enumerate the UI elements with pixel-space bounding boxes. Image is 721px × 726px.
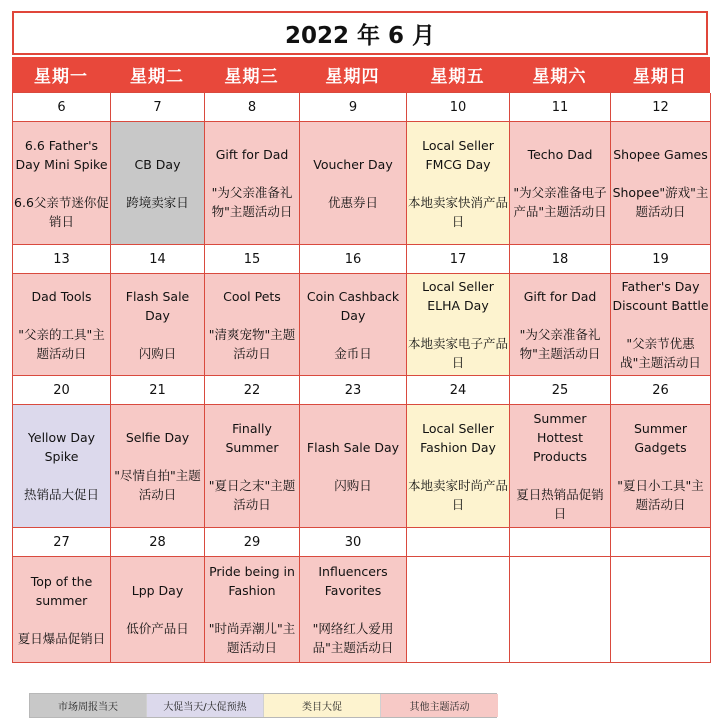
event-cell [205, 557, 300, 663]
weekday-label: 星期五 [430, 67, 485, 87]
event-cell [510, 557, 611, 663]
date-cell: 18 [510, 245, 611, 274]
date-cell: 8 [205, 93, 300, 122]
event-title-en: Selfie Day [125, 430, 190, 445]
date-cell: 22 [205, 376, 300, 405]
event-title-zh: 闪购日 [334, 477, 372, 493]
event-cell [510, 122, 611, 245]
event-title-en: Father's Day Discount Battle [612, 279, 709, 313]
weekday-label: 星期一 [34, 67, 88, 87]
legend-item: 其他主题活动 [381, 694, 498, 717]
event-cell [111, 274, 205, 376]
event-title-en: Local Seller Fashion Day [420, 420, 496, 455]
weekday-label: 星期四 [325, 67, 380, 87]
date-cell: 30 [300, 528, 407, 557]
event-cell [510, 405, 611, 528]
event-title-en: Flash Sale Day [125, 288, 190, 323]
event-title-zh: "清爽宠物"主题活动日 [208, 326, 296, 361]
date-cell: 20 [13, 376, 111, 405]
date-cell: 26 [611, 376, 711, 405]
date-cell: 16 [300, 245, 407, 274]
event-title-zh: "为父亲准备礼物"主题活动日 [211, 185, 293, 219]
date-cell: 28 [111, 528, 205, 557]
date-cell: 21 [111, 376, 205, 405]
event-title-en: Cool Pets [223, 288, 281, 304]
event-title-zh: 6.6父亲节迷你促销日 [14, 194, 109, 229]
event-title-en: Coin Cashback Day [306, 288, 400, 323]
event-title-zh: 优惠券日 [327, 194, 378, 210]
event-title-zh: "网络红人爱用品"主题活动日 [312, 621, 394, 655]
date-cell: 6 [13, 93, 111, 122]
event-title-zh: 夏日爆品促销日 [17, 630, 106, 646]
event-cell [407, 405, 510, 528]
event-title-en: Local Seller ELHA Day [422, 279, 494, 313]
date-cell: 27 [13, 528, 111, 557]
event-title-en: Dad Tools [31, 288, 92, 304]
calendar [12, 57, 710, 663]
event-title-zh: "时尚弄潮儿"主题活动日 [208, 621, 296, 655]
calendar-title: 2022 年 6 月 [12, 11, 708, 55]
legend-item: 类目大促 [264, 694, 381, 717]
event-title-en: Finally Summer [225, 420, 279, 455]
date-cell [407, 528, 510, 557]
event-title-en: Gift for Dad [215, 147, 289, 162]
weekday-label: 星期二 [130, 67, 184, 87]
event-cell [300, 274, 407, 376]
legend-item: 大促当天/大促预热 [147, 694, 264, 717]
date-cell: 12 [611, 93, 711, 122]
event-title-en: Voucher Day [313, 156, 393, 172]
event-cell [407, 274, 510, 376]
legend [29, 693, 497, 718]
date-cell: 25 [510, 376, 611, 405]
date-cell: 24 [407, 376, 510, 405]
event-title-en: Flash Sale Day [306, 439, 400, 455]
event-cell [611, 274, 711, 376]
date-cell: 29 [205, 528, 300, 557]
event-title-zh: "尽情自拍"主题活动日 [114, 468, 201, 502]
weekday-label: 星期日 [633, 67, 687, 87]
event-cell [611, 405, 711, 528]
event-cell [510, 274, 611, 376]
event-cell [111, 405, 205, 528]
date-cell: 13 [13, 245, 111, 274]
date-cell: 9 [300, 93, 407, 122]
event-title-zh: 热销品大促日 [23, 487, 99, 502]
event-title-en: Top of the summer [30, 573, 93, 608]
event-cell [13, 122, 111, 245]
date-cell: 7 [111, 93, 205, 122]
event-title-en: Pride being in Fashion [209, 564, 295, 598]
event-title-en: Yellow Day Spike [27, 430, 96, 464]
event-cell [205, 274, 300, 376]
event-title-en: Lpp Day [131, 583, 184, 598]
event-title-en: Local Seller FMCG Day [422, 137, 494, 172]
event-title-zh: 金币日 [334, 345, 372, 361]
event-title-zh: 本地卖家快消产品日 [408, 194, 509, 229]
event-title-zh: 本地卖家时尚产品日 [408, 477, 509, 512]
date-cell: 17 [407, 245, 510, 274]
event-cell [111, 122, 205, 245]
event-title-zh: "为父亲准备电子产品"主题活动日 [513, 185, 607, 219]
event-title-zh: 本地卖家电子产品日 [408, 336, 509, 370]
event-title-en: Summer Hottest Products [533, 411, 587, 464]
date-cell [510, 528, 611, 557]
event-title-en: Influencers Favorites [318, 564, 388, 598]
event-title-en: Gift for Dad [523, 288, 597, 304]
date-cell: 15 [205, 245, 300, 274]
date-cell: 23 [300, 376, 407, 405]
legend-item: 市场周报当天 [30, 694, 147, 717]
event-cell [611, 122, 711, 245]
date-cell: 10 [407, 93, 510, 122]
event-cell [300, 405, 407, 528]
date-cell: 14 [111, 245, 205, 274]
event-title-en: CB Day [134, 156, 181, 172]
event-cell [111, 557, 205, 663]
event-title-zh: "父亲的工具"主题活动日 [18, 326, 105, 361]
event-title-en: Techo Dad [527, 147, 593, 162]
event-cell [13, 274, 111, 376]
date-cell [611, 528, 711, 557]
event-cell [300, 557, 407, 663]
event-cell [205, 122, 300, 245]
event-title-zh: "夏日小工具"主题活动日 [617, 477, 704, 512]
event-title-zh: Shopee"游戏"主题活动日 [612, 185, 709, 219]
event-cell [407, 122, 510, 245]
event-cell [205, 405, 300, 528]
weekday-header [12, 57, 710, 92]
date-cell: 11 [510, 93, 611, 122]
event-title-en: Shopee Games [613, 147, 708, 162]
event-title-zh: "为父亲准备礼物"主题活动日 [519, 326, 601, 361]
event-title-en: 6.6 Father's Day Mini Spike [15, 137, 108, 172]
event-title-zh: 夏日热销品促销日 [516, 487, 604, 521]
event-title-zh: 跨境卖家日 [126, 194, 189, 210]
event-cell [611, 557, 711, 663]
event-title-zh: "父亲节优惠战"主题活动日 [620, 336, 701, 370]
weekday-label: 星期三 [224, 67, 279, 87]
event-cell [407, 557, 510, 663]
event-title-en: Summer Gadgets [633, 420, 688, 455]
event-title-zh: 低价产品日 [126, 621, 189, 636]
event-title-zh: 闪购日 [138, 345, 177, 361]
event-cell [13, 557, 111, 663]
weekday-label: 星期六 [532, 67, 587, 87]
event-title-zh: "夏日之末"主题活动日 [208, 477, 296, 512]
date-cell: 19 [611, 245, 711, 274]
event-cell [300, 122, 407, 245]
event-cell [13, 405, 111, 528]
calendar-grid [12, 92, 710, 663]
